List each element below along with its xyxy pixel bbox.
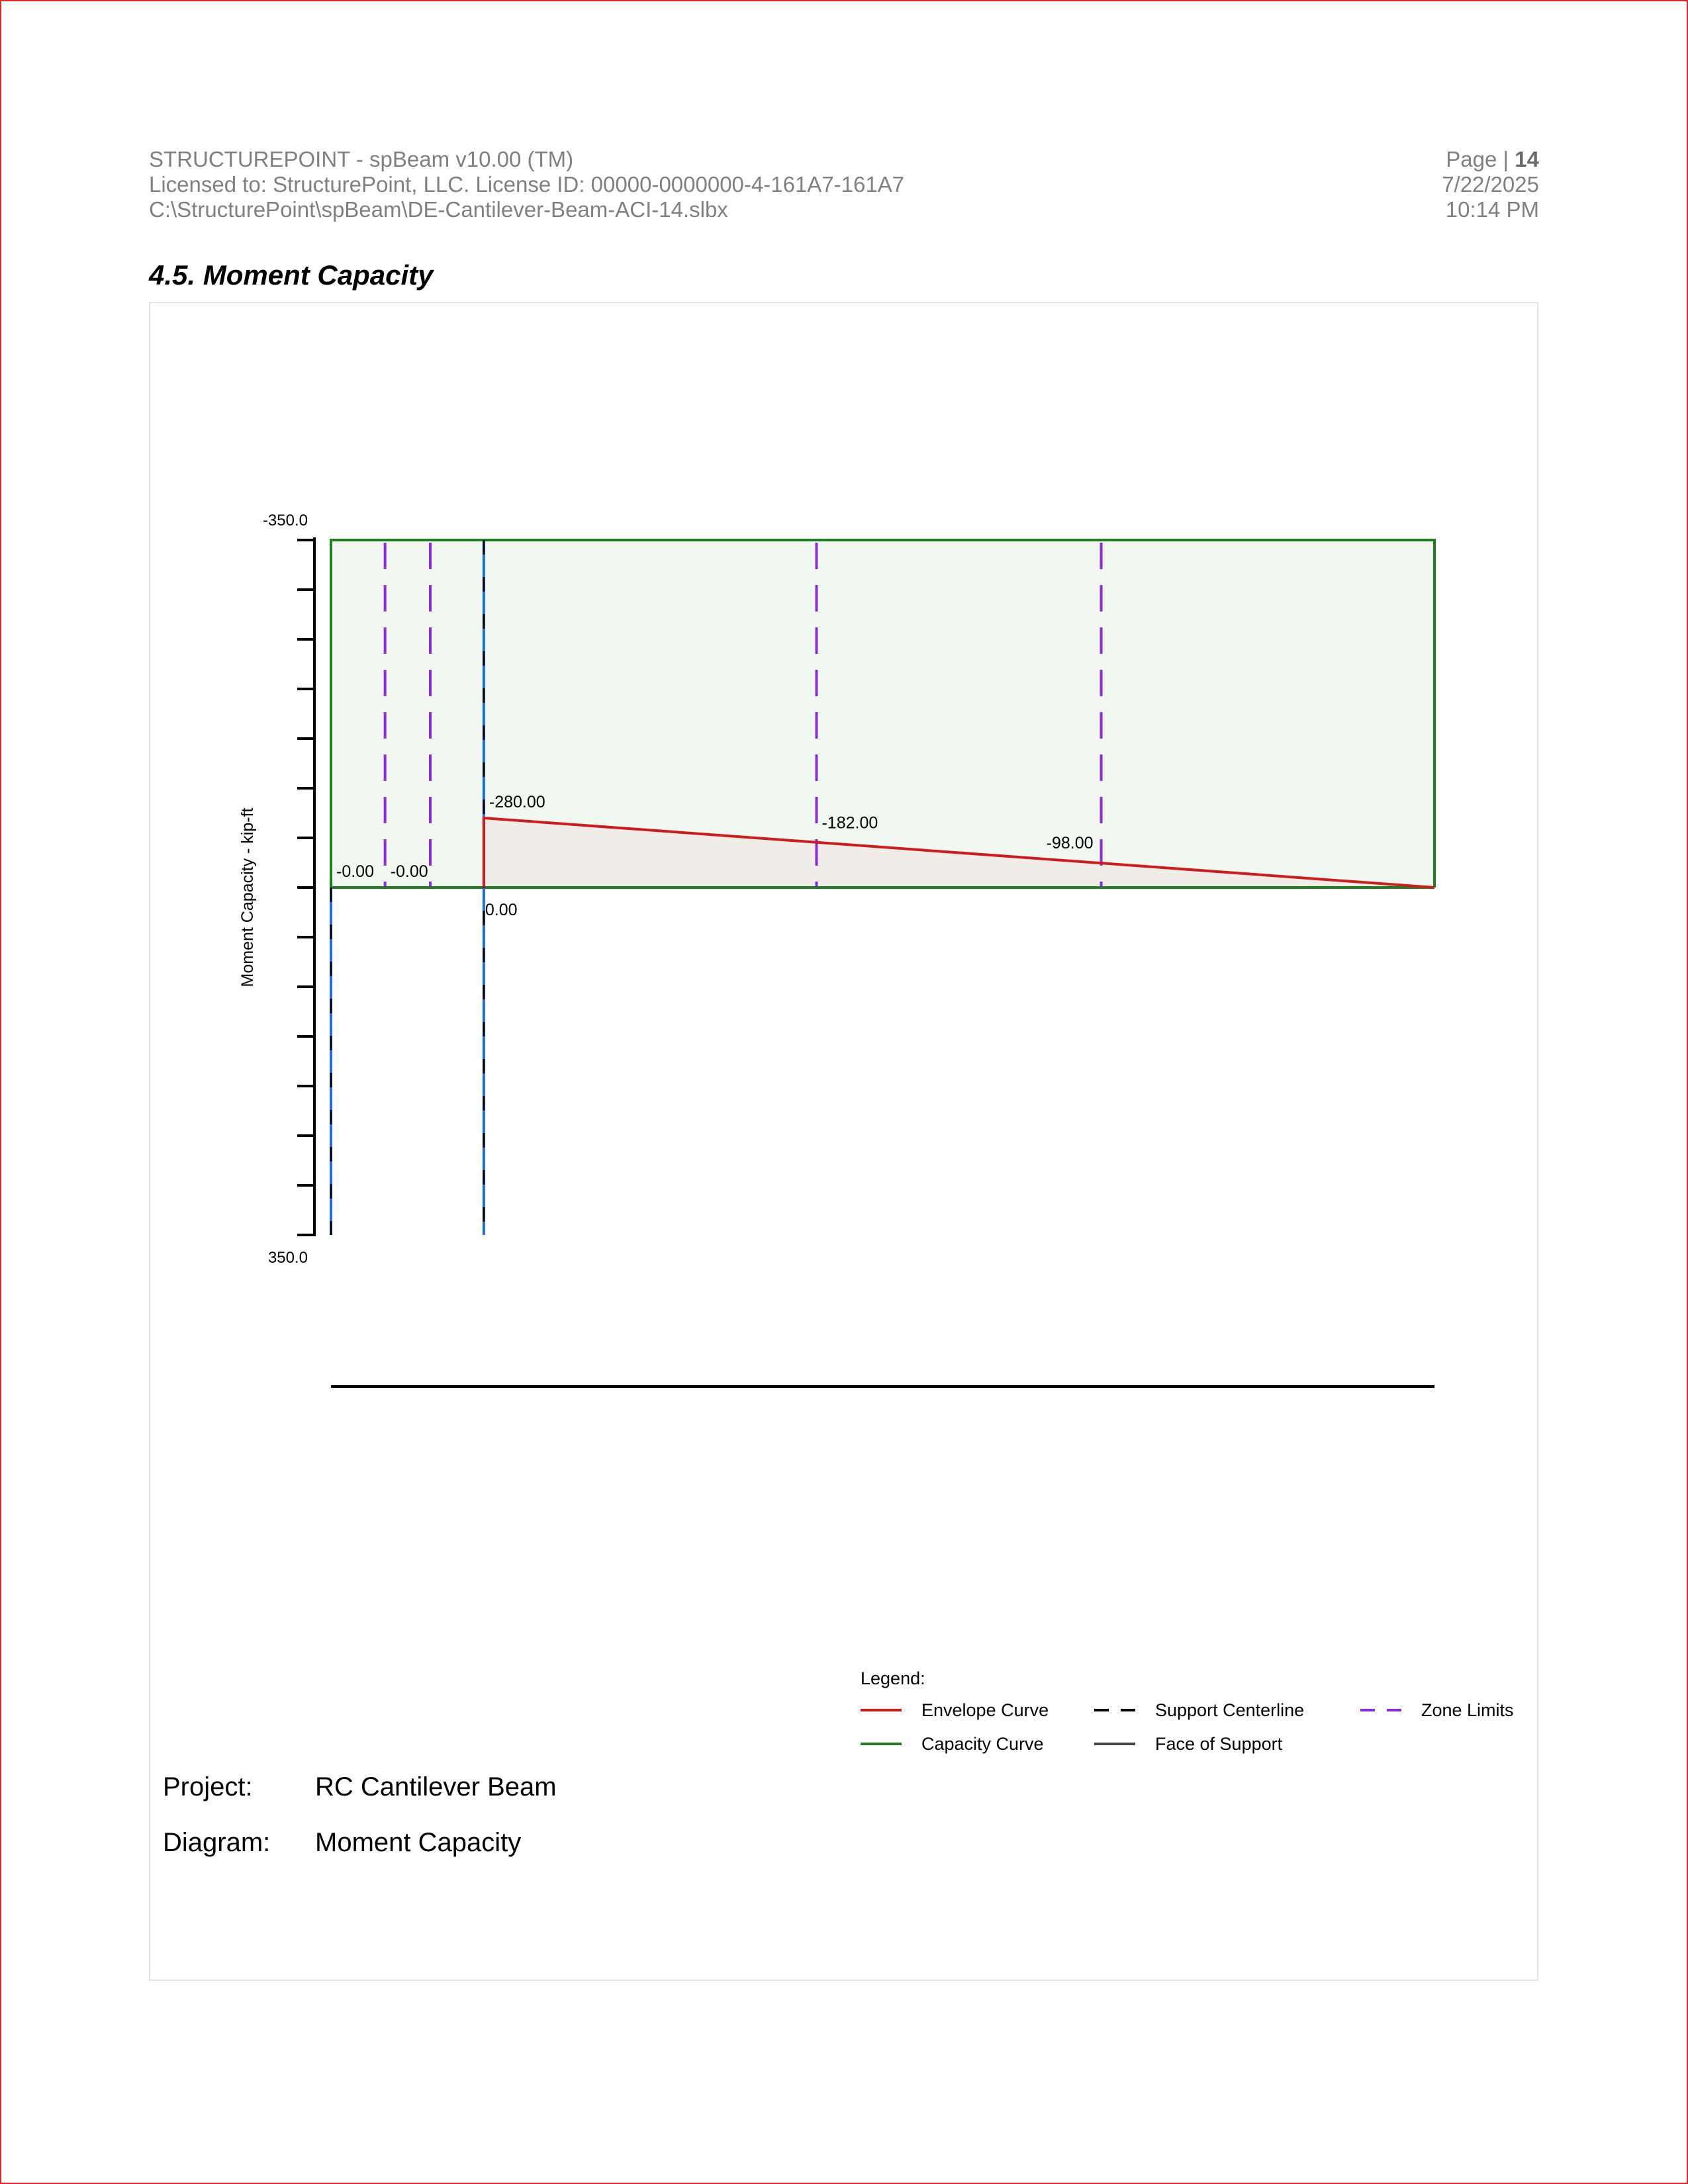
project-row xyxy=(163,1772,557,1802)
y-axis-label: Moment Capacity - kip-ft xyxy=(238,807,257,987)
legend-label-2: Support Centerline xyxy=(1155,1700,1305,1720)
data-label-5: -182.00 xyxy=(821,813,878,833)
diagram-label: Diagram: xyxy=(163,1828,271,1857)
data-label-2: -0.00 xyxy=(390,862,428,881)
diagram-row xyxy=(163,1828,521,1858)
report-date: 7/22/2025 xyxy=(1442,172,1539,197)
y-tick-label-top: -350.0 xyxy=(262,512,308,529)
y-tick-label-bottom: 350.0 xyxy=(267,1249,308,1267)
data-label-6: -98.00 xyxy=(1046,833,1094,852)
project-label: Project: xyxy=(163,1772,253,1801)
legend-title: Legend: xyxy=(861,1668,925,1688)
diagram-value: Moment Capacity xyxy=(315,1828,522,1857)
moment-capacity-chart xyxy=(149,302,1538,1758)
license-line: Licensed to: StructurePoint, LLC. License ID: 00000-0000000-4-161A7-161A7 xyxy=(149,172,905,197)
page-prefix: Page | xyxy=(1446,147,1515,171)
report-time: 10:14 PM xyxy=(1445,197,1539,222)
app-line: STRUCTUREPOINT - spBeam v10.00 (TM) xyxy=(149,147,574,171)
data-label-1: -0.00 xyxy=(336,862,374,881)
legend-label-4: Capacity Curve xyxy=(921,1734,1044,1754)
data-label-3: -280.00 xyxy=(489,793,545,811)
page-indicator xyxy=(1442,147,1539,172)
legend-label-5: Face of Support xyxy=(1155,1734,1283,1754)
report-header-left xyxy=(149,147,904,222)
legend-label-1: Envelope Curve xyxy=(921,1700,1049,1720)
page-number: 14 xyxy=(1515,147,1539,171)
file-path: C:\StructurePoint\spBeam\DE-Cantilever-Beam-ACI-14.slbx xyxy=(149,197,728,222)
y-axis xyxy=(263,512,314,1267)
chart-legend xyxy=(861,1668,1514,1754)
legend-label-3: Zone Limits xyxy=(1421,1700,1514,1720)
plot-area xyxy=(331,540,1434,1387)
report-header-right xyxy=(1442,147,1539,222)
section-title: 4.5. Moment Capacity xyxy=(149,259,434,291)
data-label-4: 0.00 xyxy=(485,901,518,919)
project-value: RC Cantilever Beam xyxy=(315,1772,557,1801)
